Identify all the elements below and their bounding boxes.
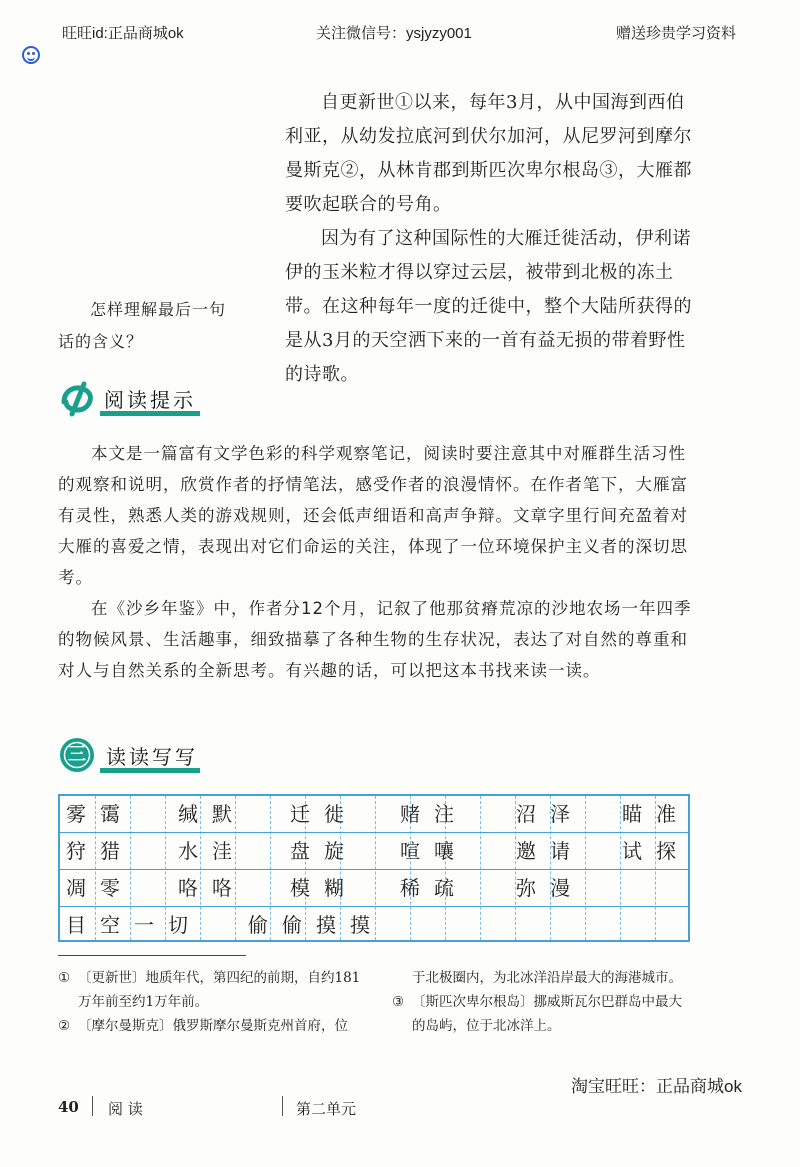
footnote-2-continued: 于北极圈内，为北冰洋沿岸最大的海港城市。 [412, 970, 682, 986]
vocab-word: 赌注 [400, 802, 468, 826]
footnote-2-number: ② [58, 1018, 71, 1034]
footer-section: 阅 读 [108, 1100, 143, 1118]
footnote-divider [58, 955, 246, 956]
tips-paragraph-2: 在《沙乡年鉴》中，作者分12个月，记叙了他那贫瘠荒凉的沙地农场一年四季的物候风景、生活趣事，细致描摹了各种生物的生存状况，表达了对自然的尊重和对人与自然关系的全新思考。有兴趣的话，可以把这本书找来读一读。 [58, 599, 692, 680]
side-note [58, 294, 258, 358]
vocab-word: 狩猎 [66, 839, 134, 863]
vocabulary-grid [58, 794, 690, 942]
vocab-word: 试探 [622, 839, 690, 863]
vocab-word: 盘旋 [290, 839, 358, 863]
vocab-word: 目空一切 [66, 913, 202, 937]
vocab-word: 瞄准 [622, 802, 690, 826]
side-note-line-1: 怎样理解最后一句 [90, 300, 227, 319]
vocab-word: 邀请 [516, 839, 584, 863]
vocab-word: 水洼 [178, 839, 246, 863]
footnotes-right [392, 966, 722, 1038]
vocab-word: 弥漫 [516, 876, 584, 900]
footnote-2 [58, 1014, 388, 1038]
vocab-word: 迁徙 [290, 802, 358, 826]
vocab-word: 偷偷摸摸 [248, 913, 384, 937]
read-write-title: 读读写写 [106, 744, 198, 769]
smiley-icon [22, 46, 40, 64]
body-paragraph-2: 因为有了这种国际性的大雁迁徙活动，伊利诺伊的玉米粒才得以穿过云层，被带到北极的冻土带。在这种每年一度的迁徙中，整个大陆所获得的是从3月的天空洒下来的一首有益无损的带着野性的诗歌。 [285, 228, 692, 385]
footnotes-left [58, 966, 388, 1038]
footnote-3-continued: 的岛屿，位于北冰洋上。 [412, 1018, 561, 1034]
vocab-row-4 [60, 907, 688, 943]
vocab-row-3 [60, 870, 688, 907]
footer-unit: 第二单元 [296, 1100, 357, 1118]
page-number: 40 [58, 1098, 79, 1116]
footer-divider [92, 1096, 93, 1116]
footnote-2-text: 〔摩尔曼斯克〕俄罗斯摩尔曼斯克州首府，位 [78, 1018, 348, 1034]
reading-tips-icon [58, 378, 98, 418]
reading-tips-title: 阅读提示 [104, 387, 196, 412]
vocab-word: 凋零 [66, 876, 134, 900]
footnote-3 [392, 990, 722, 1014]
vocab-word: 喧嚷 [400, 839, 468, 863]
side-note-line-2: 话的含义？ [58, 332, 144, 351]
vocab-row-1 [60, 796, 688, 833]
vocab-word: 缄默 [178, 802, 246, 826]
watermark-left: 旺旺id:正品商城ok [62, 25, 184, 42]
reading-tips-text [58, 438, 698, 686]
read-write-underline [100, 768, 200, 773]
body-text [285, 86, 700, 392]
footnote-1-number: ① [58, 970, 71, 986]
vocab-row-2 [60, 833, 688, 870]
vocab-word: 雾霭 [66, 802, 134, 826]
vocab-word: 咯咯 [178, 876, 246, 900]
footnote-1 [58, 966, 388, 990]
watermark-bottom: 淘宝旺旺：正品商城ok [571, 1077, 742, 1096]
vocab-word: 沼泽 [516, 802, 584, 826]
reading-tips-underline [100, 411, 200, 416]
footnote-3-number: ③ [392, 994, 405, 1010]
footnote-1-text: 〔更新世〕地质年代，第四纪的前期，自约181 [78, 970, 361, 986]
vocab-word: 稀疏 [400, 876, 468, 900]
watermark-right: 赠送珍贵学习资料 [616, 25, 737, 42]
watermark-center: 关注微信号：ysjyzy001 [316, 25, 472, 42]
footer-divider [282, 1096, 283, 1116]
vocab-word: 模糊 [290, 876, 358, 900]
footnote-1-continued: 万年前至约1万年前。 [78, 994, 209, 1010]
tips-paragraph-1: 本文是一篇富有文学色彩的科学观察笔记，阅读时要注意其中对雁群生活习性的观察和说明，欣赏作者的抒情笔法，感受作者的浪漫情怀。在作者笔下，大雁富有灵性，熟悉人类的游戏规则，还会低声细语和高声争辩。文章字里行间充盈着对大雁的喜爱之情，表现出对它们命运的关注，体现了一位环境保护主义者的深切思考。 [58, 444, 688, 587]
section-number: 三 [68, 744, 86, 765]
footnote-3-text: 〔斯匹次卑尔根岛〕挪威斯瓦尔巴群岛中最大 [412, 994, 682, 1010]
body-paragraph-1: 自更新世①以来，每年3月，从中国海到西伯利亚，从幼发拉底河到伏尔加河，从尼罗河到摩尔曼斯克②，从林肯郡到斯匹次卑尔根岛③，大雁都要吹起联合的号角。 [285, 92, 692, 215]
